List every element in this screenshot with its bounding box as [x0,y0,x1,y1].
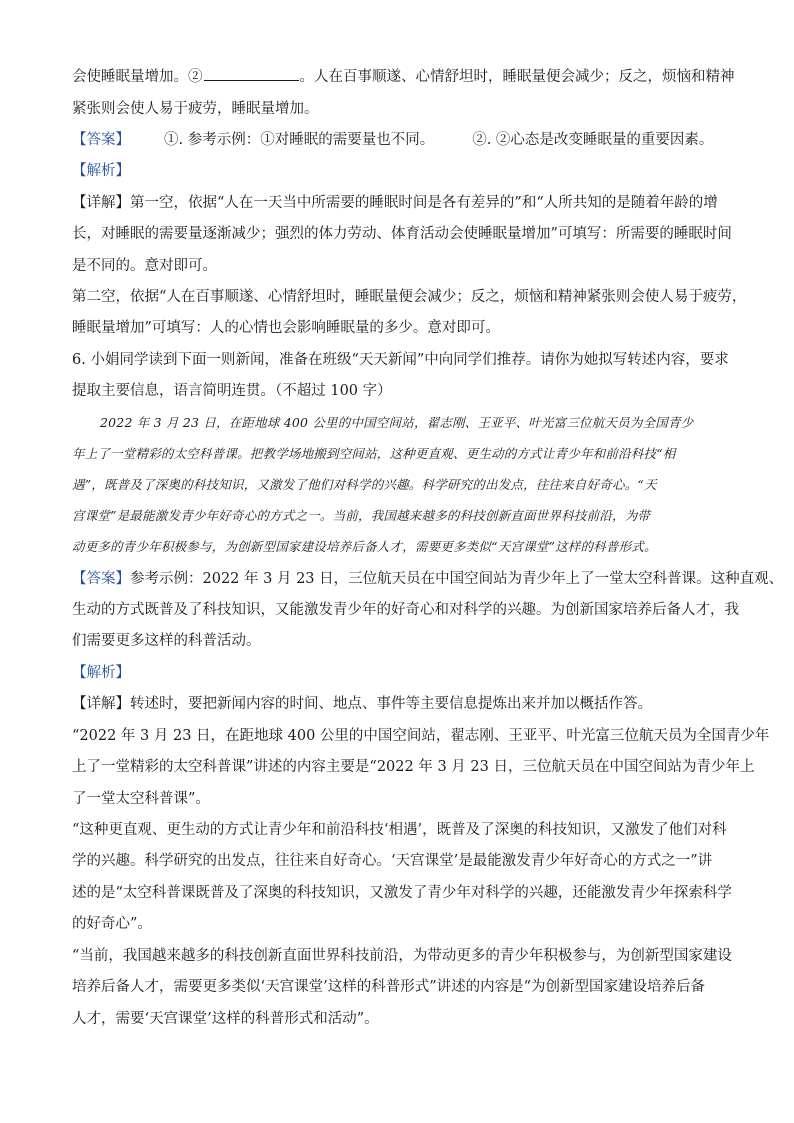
news-line: 宫课堂”是最能激发青少年好奇心的方式之一。当前，我国越来越多的科技创新直面世界科技前沿，为带 [72,508,651,523]
answer-line: 【答案】参考示例：2022 年 3 月 23 日，三位航天员在中国空间站为青少年上了一堂太空科普课。这种直观、 [72,571,784,587]
text-line: 人才，需要‘天宫课堂’这样的科普形式和活动”。 [72,1011,379,1027]
news-line: 2022 年 3 月 23 日，在距地球 400 公里的中国空间站，翟志刚、王亚平、叶光富三位航天员为全国青少 [100,415,694,430]
text-line: 【详解】转述时，要把新闻内容的时间、地点、事件等主要信息提炼出来并加以概括作答。 [72,696,652,712]
analysis-tag: 【解析】 [72,163,130,179]
text-line: 述的是“太空科普课既普及了深奥的科技知识，又激发了青少年对科学的兴趣，还能激发青少年探索科学 [72,885,732,901]
text-line: 学的兴趣。科学研究的出发点，往往来自好奇心。‘天宫课堂’是最能激发青少年好奇心的方式之一”讲 [72,853,713,869]
text-line: 是不同的。意对即可。 [72,258,217,274]
text-line: “这种更直观、更生动的方式让青少年和前沿科技‘相遇’，既普及了深奥的科技知识，又激发了他们对科 [72,822,727,838]
text-line: 了一堂太空科普课”。 [72,791,210,807]
text-line: 上了一堂精彩的太空科普课”讲述的内容主要是“2022 年 3 月 23 日，三位航天员在中国空间站为青少年上 [72,759,755,775]
question-line: 6. 小娟同学读到下面一则新闻，准备在班级“天天新闻”中向同学们推荐。请你为她拟写转述内容，要求 [72,352,729,368]
text-line: 长，对睡眠的需要量逐渐减少；强烈的体力劳动、体育活动会使睡眠量增加”可填写：所需要的睡眠时间 [72,226,732,242]
text-line: 紧张则会使人易于疲劳，睡眠量增加。 [72,101,319,117]
text-line: 们需要更多这样的科普活动。 [72,633,261,649]
text-line: 【详解】第一空，依据“人在一天当中所需要的睡眠时间是各有差异的”和“人所共知的是随着年龄的增 [72,195,718,211]
text-line: “2022 年 3 月 23 日，在距地球 400 公里的中国空间站，翟志刚、王亚平、叶光富三位航天员为全国青少年 [72,728,770,744]
text-line: 生动的方式既普及了科技知识，又能激发青少年的好奇心和对科学的兴趣。为创新国家培养后备人才，我 [72,602,739,618]
text-line: 培养后备人才，需要更多类似‘天宫课堂’这样的科普形式”讲述的内容是“为创新型国家建设培养后备 [72,979,706,995]
text-line: 的好奇心”。 [72,916,152,932]
text-line: 第二空，依据“人在百事顺遂、心情舒坦时，睡眠量便会减少；反之，烦恼和精神紧张则会使人易于疲劳， [72,289,747,305]
fill-blank [204,66,299,81]
text-line: “当前，我国越来越多的科技创新直面世界科技前沿，为带动更多的青少年积极参与，为创新型国家建设 [72,948,732,964]
news-line: 动更多的青少年积极参与，为创新型国家建设培养后备人才，需要更多类似“天宫课堂”这样的科普形式。 [72,539,657,554]
text-line: 睡眠量增加”可填写：人的心情也会影响睡眠量的多少。意对即可。 [72,320,500,336]
text-line: 会使睡眠量增加。② 。人在百事顺遂、心情舒坦时，睡眠量便会减少；反之，烦恼和精神 [72,66,724,87]
answer-line: 【答案】 ①. 参考示例：①对睡眠的需要量也不同。 ②. ②心态是改变睡眠量的重要因素。 [72,132,714,148]
news-line: 年上了一堂精彩的太空科普课。把教学场地搬到空间站，这种更直观、更生动的方式让青少年和前沿科技“相 [72,446,676,461]
news-line: 遇”，既普及了深奥的科技知识，又激发了他们对科学的兴趣。科学研究的出发点，往往来自好奇心。“天 [72,477,657,492]
question-line: 提取主要信息，语言简明连贯。（不超过 100 字） [72,383,392,399]
answer-tag: 【答案】 [72,132,130,148]
answer-tag: 【答案】 [72,571,130,587]
analysis-tag: 【解析】 [72,665,130,681]
